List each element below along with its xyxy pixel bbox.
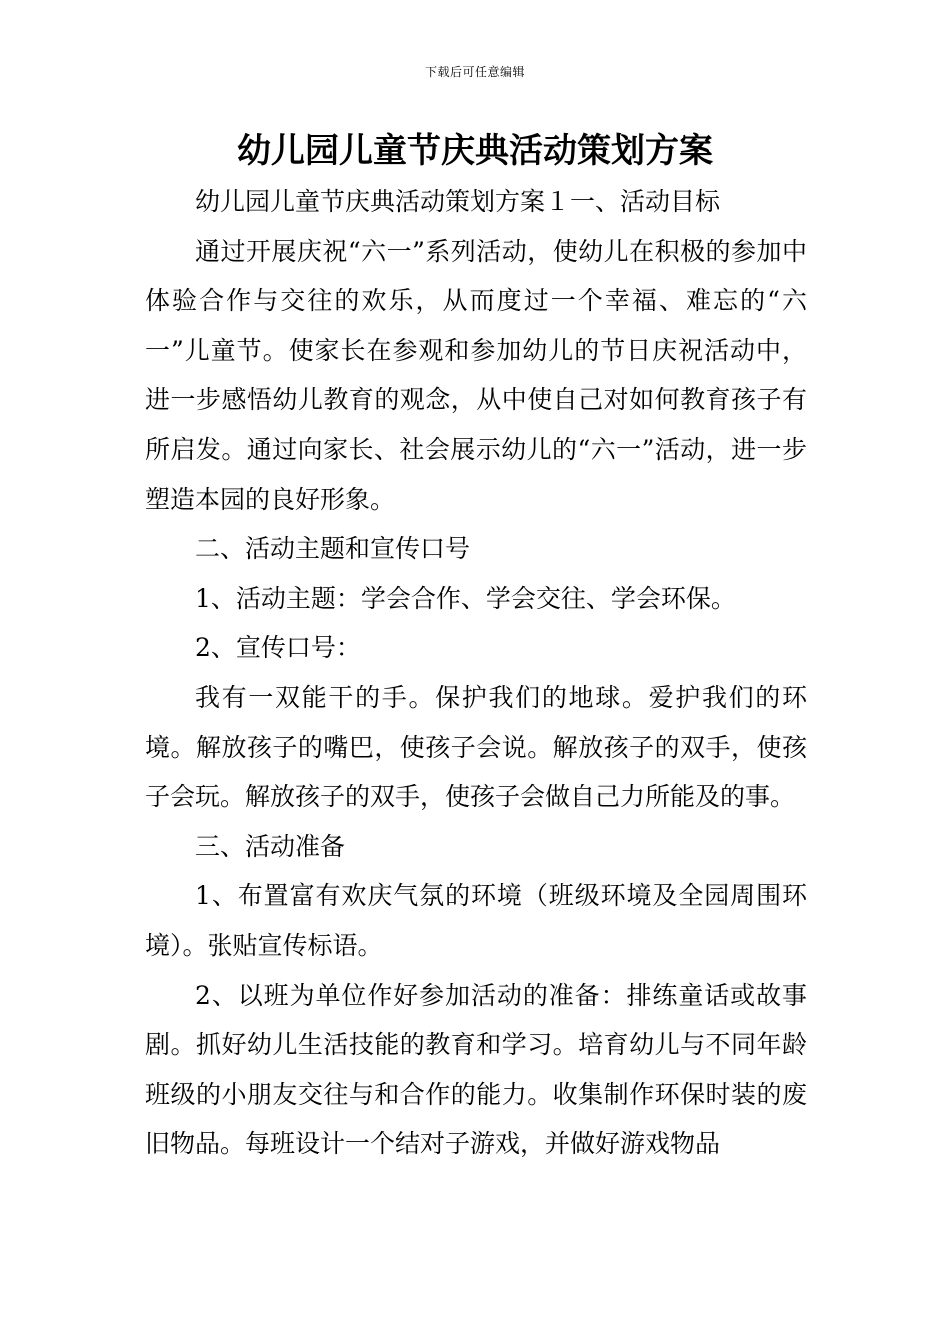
paragraph-preparation-1: 1、布置富有欢庆气氛的环境（班级环境及全园周围环境）。张贴宣传标语。 [145, 881, 807, 960]
paragraph-intro-heading: 幼儿园儿童节庆典活动策划方案１一、活动目标 [195, 187, 721, 216]
section-heading-theme: 二、活动主题和宣传口号 [195, 534, 471, 564]
paragraph-goals: 通过开展庆祝“六一”系列活动，使幼儿在积极的参加中体验合作与交往的欢乐，从而度过一个幸福、难忘的“六一”儿童节。使家长在参观和参加幼儿的节日庆祝活动中，进一步感悟幼儿教育的观念，从中使自己对如何教育孩子有所启发。通过向家长、社会展示幼儿的“六一”活动，进一步塑造本园的良好形象。 [145, 236, 807, 514]
header-note: 下载后可任意编辑 [424, 65, 525, 79]
paragraph-preparation-2: 2、以班为单位作好参加活动的准备：排练童话或故事剧。抓好幼儿生活技能的教育和学习。培育幼儿与不同年龄班级的小朋友交往与和合作的能力。收集制作环保时装的废旧物品。每班设计一个结对子游戏，并做好游戏物品 [145, 980, 807, 1159]
paragraph-slogan-label: 2、宣传口号： [195, 633, 361, 663]
paragraph-slogans: 我有一双能干的手。保护我们的地球。爱护我们的环境。解放孩子的嘴巴，使孩子会说。解放孩子的双手，使孩子会玩。解放孩子的双手，使孩子会做自己力所能及的事。 [145, 682, 807, 812]
paragraph-theme: 1、活动主题：学会合作、学会交往、学会环保。 [195, 583, 736, 613]
section-heading-preparation: 三、活动准备 [195, 831, 346, 861]
document-title: 幼儿园儿童节庆典活动策划方案 [237, 131, 713, 171]
document-body [145, 177, 807, 1169]
